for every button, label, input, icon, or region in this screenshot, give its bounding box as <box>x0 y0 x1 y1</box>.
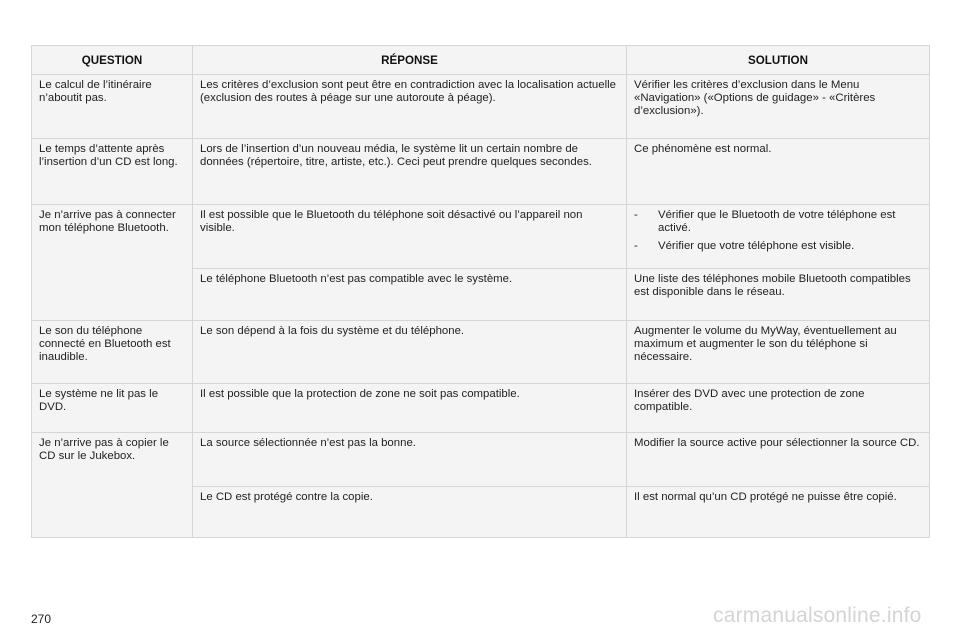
response-cell: Le téléphone Bluetooth n’est pas compatible avec le système. <box>193 269 627 321</box>
solution-bullet <box>634 240 922 253</box>
bullet-text: Vérifier que votre téléphone est visible. <box>658 240 855 252</box>
response-cell: Les critères d’exclusion sont peut être en contradiction avec la localisation actuelle (exclusion des routes à péage sur une autoroute à péage). <box>193 75 627 139</box>
solution-bullet <box>634 209 922 235</box>
table-row <box>32 75 930 139</box>
solution-cell: Une liste des téléphones mobile Bluetooth compatibles est disponible dans le réseau. <box>627 269 930 321</box>
solution-cell: Modifier la source active pour sélectionner la source CD. <box>627 433 930 487</box>
response-cell: Il est possible que la protection de zone ne soit pas compatible. <box>193 384 627 433</box>
page-number: 270 <box>31 612 52 626</box>
bullet-text: Vérifier que le Bluetooth de votre téléphone est activé. <box>658 209 896 234</box>
table-header-row <box>32 46 930 75</box>
header-solution: SOLUTION <box>627 46 930 75</box>
solution-cell: Il est normal qu’un CD protégé ne puisse être copié. <box>627 487 930 538</box>
solution-cell <box>627 205 930 269</box>
table-row <box>32 433 930 487</box>
solution-cell: Augmenter le volume du MyWay, éventuellement au maximum et augmenter le son du téléphone si nécessaire. <box>627 321 930 384</box>
table-row <box>32 139 930 205</box>
question-cell: Le calcul de l’itinéraire n’aboutit pas. <box>32 75 193 139</box>
table-row <box>32 205 930 269</box>
question-cell: Je n’arrive pas à connecter mon téléphone Bluetooth. <box>32 205 193 321</box>
response-cell: Le son dépend à la fois du système et du téléphone. <box>193 321 627 384</box>
question-cell: Je n’arrive pas à copier le CD sur le Jukebox. <box>32 433 193 538</box>
table-row <box>32 321 930 384</box>
response-cell: Le CD est protégé contre la copie. <box>193 487 627 538</box>
troubleshooting-table <box>31 45 930 538</box>
response-cell: Il est possible que le Bluetooth du téléphone soit désactivé ou l’appareil non visible. <box>193 205 627 269</box>
solution-cell: Insérer des DVD avec une protection de zone compatible. <box>627 384 930 433</box>
solution-cell: Ce phénomène est normal. <box>627 139 930 205</box>
question-cell: Le système ne lit pas le DVD. <box>32 384 193 433</box>
watermark: carmanualsonline.info <box>713 604 922 627</box>
question-cell: Le son du téléphone connecté en Bluetooth est inaudible. <box>32 321 193 384</box>
table-row <box>32 384 930 433</box>
response-cell: Lors de l’insertion d’un nouveau média, le système lit un certain nombre de données (répertoire, titre, artiste, etc.). Ceci peut prendre quelques secondes. <box>193 139 627 205</box>
response-cell: La source sélectionnée n’est pas la bonne. <box>193 433 627 487</box>
header-question: QUESTION <box>32 46 193 75</box>
solution-cell: Vérifier les critères d’exclusion dans le Menu «Navigation» («Options de guidage» - «Critères d’exclusion»). <box>627 75 930 139</box>
question-cell: Le temps d’attente après l’insertion d’un CD est long. <box>32 139 193 205</box>
bullet-dash: - <box>634 209 638 221</box>
bullet-dash: - <box>634 240 638 252</box>
header-response: RÉPONSE <box>193 46 627 75</box>
